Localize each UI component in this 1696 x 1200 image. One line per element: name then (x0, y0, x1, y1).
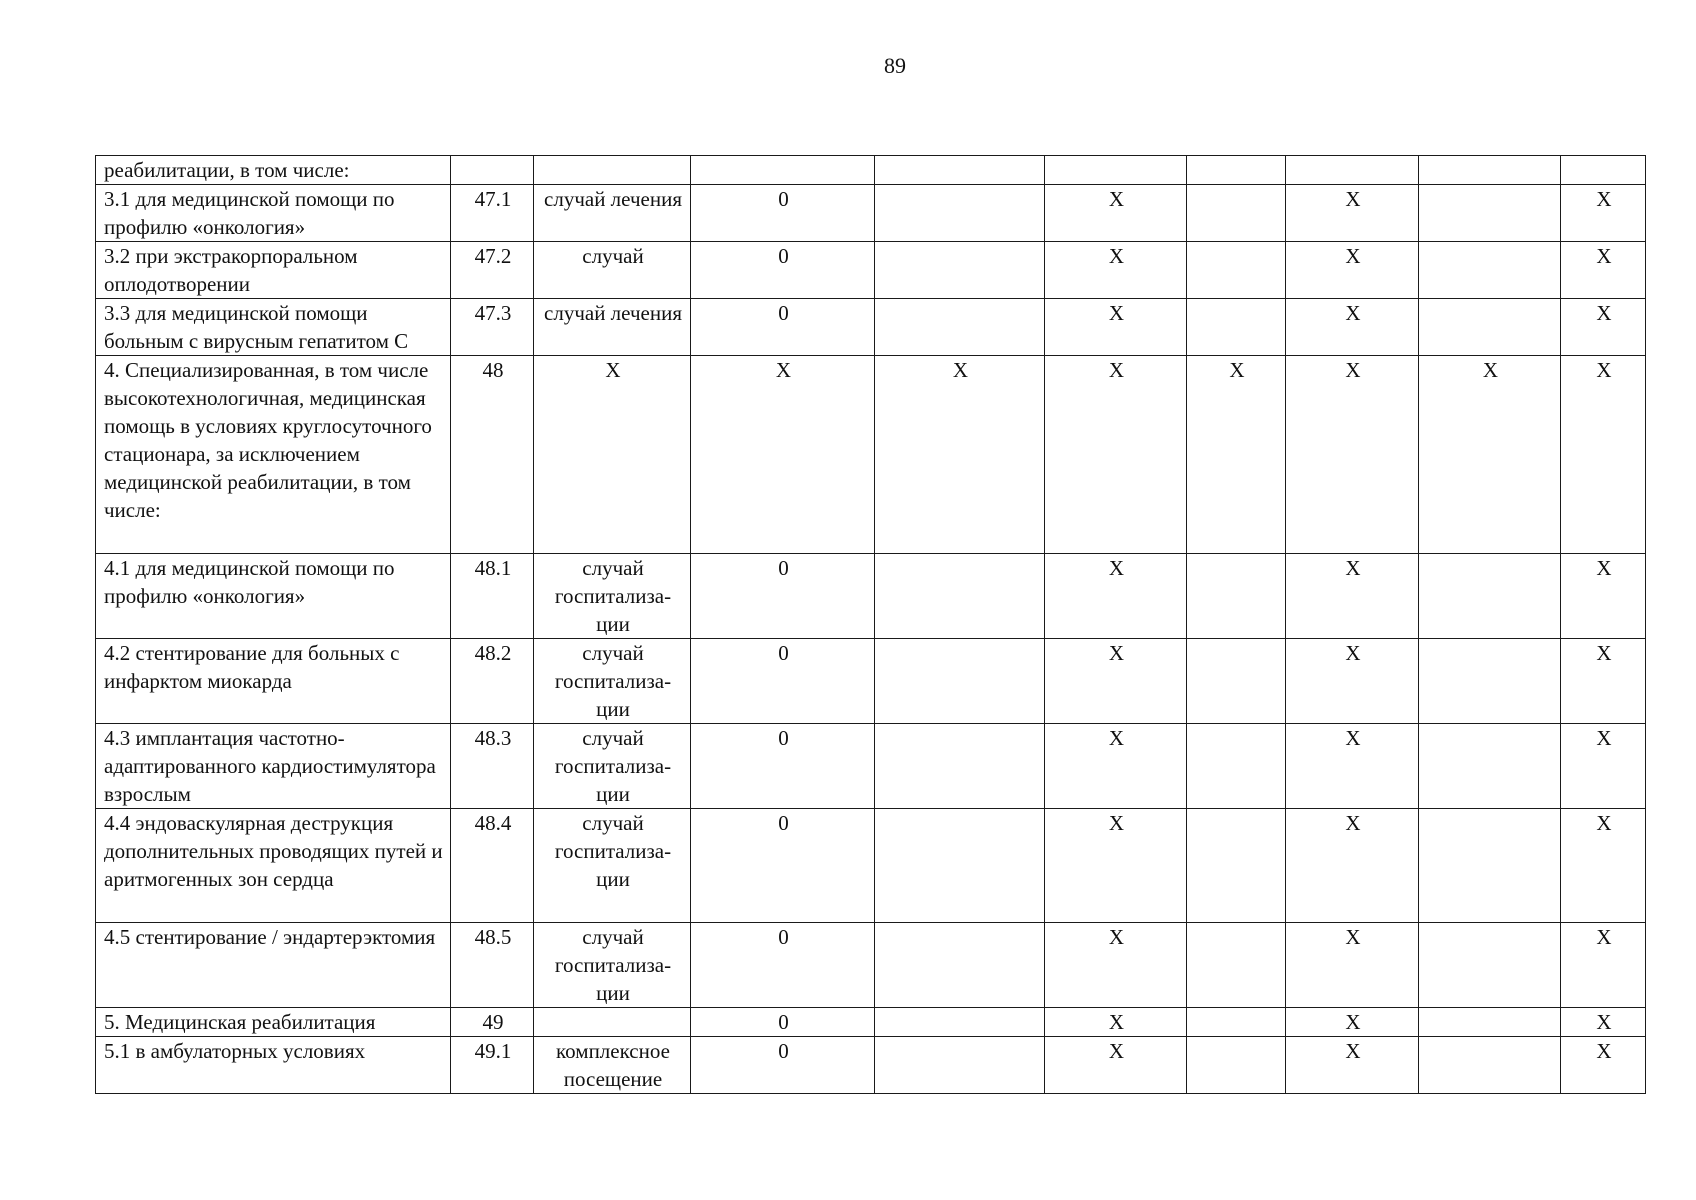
value-cell: X (1561, 809, 1646, 923)
unit-cell: случай лечения (534, 185, 691, 242)
table-row (96, 356, 1646, 554)
value-cell: X (1561, 639, 1646, 724)
value-cell: X (1286, 356, 1419, 554)
value-cell (875, 185, 1045, 242)
value-cell: X (1286, 923, 1419, 1008)
row-number-cell: 48 (451, 356, 534, 554)
row-name-cell: 3.1 для медицинской помощи по профилю «онкология» (96, 185, 451, 242)
value-cell (1419, 724, 1561, 809)
value-cell (1187, 299, 1286, 356)
value-cell (1187, 809, 1286, 923)
value-cell: X (1286, 809, 1419, 923)
value-cell (1187, 156, 1286, 185)
value-cell: X (1561, 724, 1646, 809)
value-cell: X (691, 356, 875, 554)
value-cell: 0 (691, 1008, 875, 1037)
value-cell: X (1561, 554, 1646, 639)
value-cell: 0 (691, 809, 875, 923)
value-cell: X (1286, 185, 1419, 242)
value-cell (875, 242, 1045, 299)
row-name-cell: 4.2 стентирование для больных с инфарктом миокарда (96, 639, 451, 724)
unit-cell (534, 1008, 691, 1037)
value-cell: X (1286, 724, 1419, 809)
value-cell: X (1419, 356, 1561, 554)
unit-cell: случай (534, 242, 691, 299)
value-cell (875, 1008, 1045, 1037)
value-cell (875, 639, 1045, 724)
value-cell: X (1561, 299, 1646, 356)
value-cell (875, 299, 1045, 356)
value-cell: X (1286, 1008, 1419, 1037)
value-cell: X (1045, 1008, 1187, 1037)
document-table (95, 155, 1646, 1094)
row-number-cell (451, 156, 534, 185)
row-name-cell: 4.3 имплантация частотно-адаптированного кардиостимулятора взрослым (96, 724, 451, 809)
row-number-cell: 47.1 (451, 185, 534, 242)
value-cell: 0 (691, 554, 875, 639)
value-cell (1561, 156, 1646, 185)
row-number-cell: 49 (451, 1008, 534, 1037)
table-row (96, 299, 1646, 356)
value-cell (1187, 639, 1286, 724)
table-row (96, 1037, 1646, 1094)
value-cell (1187, 1008, 1286, 1037)
row-name-cell: 5.1 в амбулаторных условиях (96, 1037, 451, 1094)
value-cell: X (1045, 185, 1187, 242)
table-row (96, 554, 1646, 639)
value-cell: X (1045, 554, 1187, 639)
value-cell (1419, 639, 1561, 724)
row-name-cell: 3.2 при экстракорпоральном оплодотворении (96, 242, 451, 299)
value-cell: X (1286, 299, 1419, 356)
unit-cell: случай лечения (534, 299, 691, 356)
value-cell: 0 (691, 923, 875, 1008)
table-row (96, 923, 1646, 1008)
value-cell (1187, 554, 1286, 639)
value-cell: X (1286, 242, 1419, 299)
value-cell: 0 (691, 724, 875, 809)
value-cell: X (1561, 242, 1646, 299)
value-cell: X (1045, 242, 1187, 299)
table-row (96, 156, 1646, 185)
unit-cell (534, 156, 691, 185)
value-cell (1419, 1008, 1561, 1037)
value-cell (1187, 724, 1286, 809)
value-cell (875, 156, 1045, 185)
unit-cell: случай госпитализа-ции (534, 724, 691, 809)
value-cell (875, 809, 1045, 923)
page-number: 89 (884, 53, 906, 78)
value-cell: 0 (691, 1037, 875, 1094)
value-cell: 0 (691, 185, 875, 242)
value-cell: X (1045, 724, 1187, 809)
unit-cell: случай госпитализа-ции (534, 639, 691, 724)
value-cell (1187, 185, 1286, 242)
value-cell: 0 (691, 639, 875, 724)
value-cell: X (1045, 299, 1187, 356)
row-name-cell: 4.1 для медицинской помощи по профилю «онкология» (96, 554, 451, 639)
value-cell (691, 156, 875, 185)
row-name-cell: 4.4 эндоваскулярная деструкция дополнительных проводящих путей и аритмогенных зон сердца (96, 809, 451, 923)
value-cell: X (1045, 1037, 1187, 1094)
value-cell: X (1561, 185, 1646, 242)
row-number-cell: 47.3 (451, 299, 534, 356)
unit-cell: комплексное посещение (534, 1037, 691, 1094)
row-name-cell: 4. Специализированная, в том числе высокотехнологичная, медицинская помощь в условиях круглосуточного стационара, за исключением медицинской реабилитации, в том числе: (96, 356, 451, 554)
row-name-cell: 3.3 для медицинской помощи больным с вирусным гепатитом С (96, 299, 451, 356)
value-cell: X (1187, 356, 1286, 554)
unit-cell: X (534, 356, 691, 554)
value-cell: 0 (691, 242, 875, 299)
value-cell: X (1045, 639, 1187, 724)
value-cell (1419, 299, 1561, 356)
value-cell: X (1045, 809, 1187, 923)
row-name-cell: 4.5 стентирование / эндартерэктомия (96, 923, 451, 1008)
value-cell (1419, 156, 1561, 185)
value-cell (1419, 185, 1561, 242)
value-cell (1286, 156, 1419, 185)
value-cell: X (1286, 1037, 1419, 1094)
row-number-cell: 48.2 (451, 639, 534, 724)
table-row (96, 185, 1646, 242)
value-cell (1419, 242, 1561, 299)
row-number-cell: 48.3 (451, 724, 534, 809)
value-cell (1045, 156, 1187, 185)
row-number-cell: 49.1 (451, 1037, 534, 1094)
table-body (96, 156, 1646, 1094)
value-cell: X (1561, 923, 1646, 1008)
row-number-cell: 48.5 (451, 923, 534, 1008)
value-cell (1419, 1037, 1561, 1094)
value-cell: X (1561, 1037, 1646, 1094)
value-cell (1187, 1037, 1286, 1094)
value-cell: X (875, 356, 1045, 554)
value-cell: X (1561, 356, 1646, 554)
table-row (96, 724, 1646, 809)
value-cell (875, 724, 1045, 809)
value-cell: X (1045, 923, 1187, 1008)
value-cell (1419, 554, 1561, 639)
table-row (96, 809, 1646, 923)
row-name-cell: 5. Медицинская реабилитация (96, 1008, 451, 1037)
value-cell: X (1286, 554, 1419, 639)
row-number-cell: 48.1 (451, 554, 534, 639)
value-cell (875, 923, 1045, 1008)
row-name-cell: реабилитации, в том числе: (96, 156, 451, 185)
value-cell (1419, 923, 1561, 1008)
table-row (96, 242, 1646, 299)
row-number-cell: 47.2 (451, 242, 534, 299)
unit-cell: случай госпитализа-ции (534, 923, 691, 1008)
value-cell (875, 1037, 1045, 1094)
value-cell (1187, 242, 1286, 299)
value-cell (875, 554, 1045, 639)
value-cell: X (1286, 639, 1419, 724)
unit-cell: случай госпитализа-ции (534, 554, 691, 639)
value-cell (1419, 809, 1561, 923)
unit-cell: случай госпитализа-ции (534, 809, 691, 923)
row-number-cell: 48.4 (451, 809, 534, 923)
table-row (96, 639, 1646, 724)
value-cell (1187, 923, 1286, 1008)
value-cell: 0 (691, 299, 875, 356)
value-cell: X (1045, 356, 1187, 554)
table-row (96, 1008, 1646, 1037)
value-cell: X (1561, 1008, 1646, 1037)
